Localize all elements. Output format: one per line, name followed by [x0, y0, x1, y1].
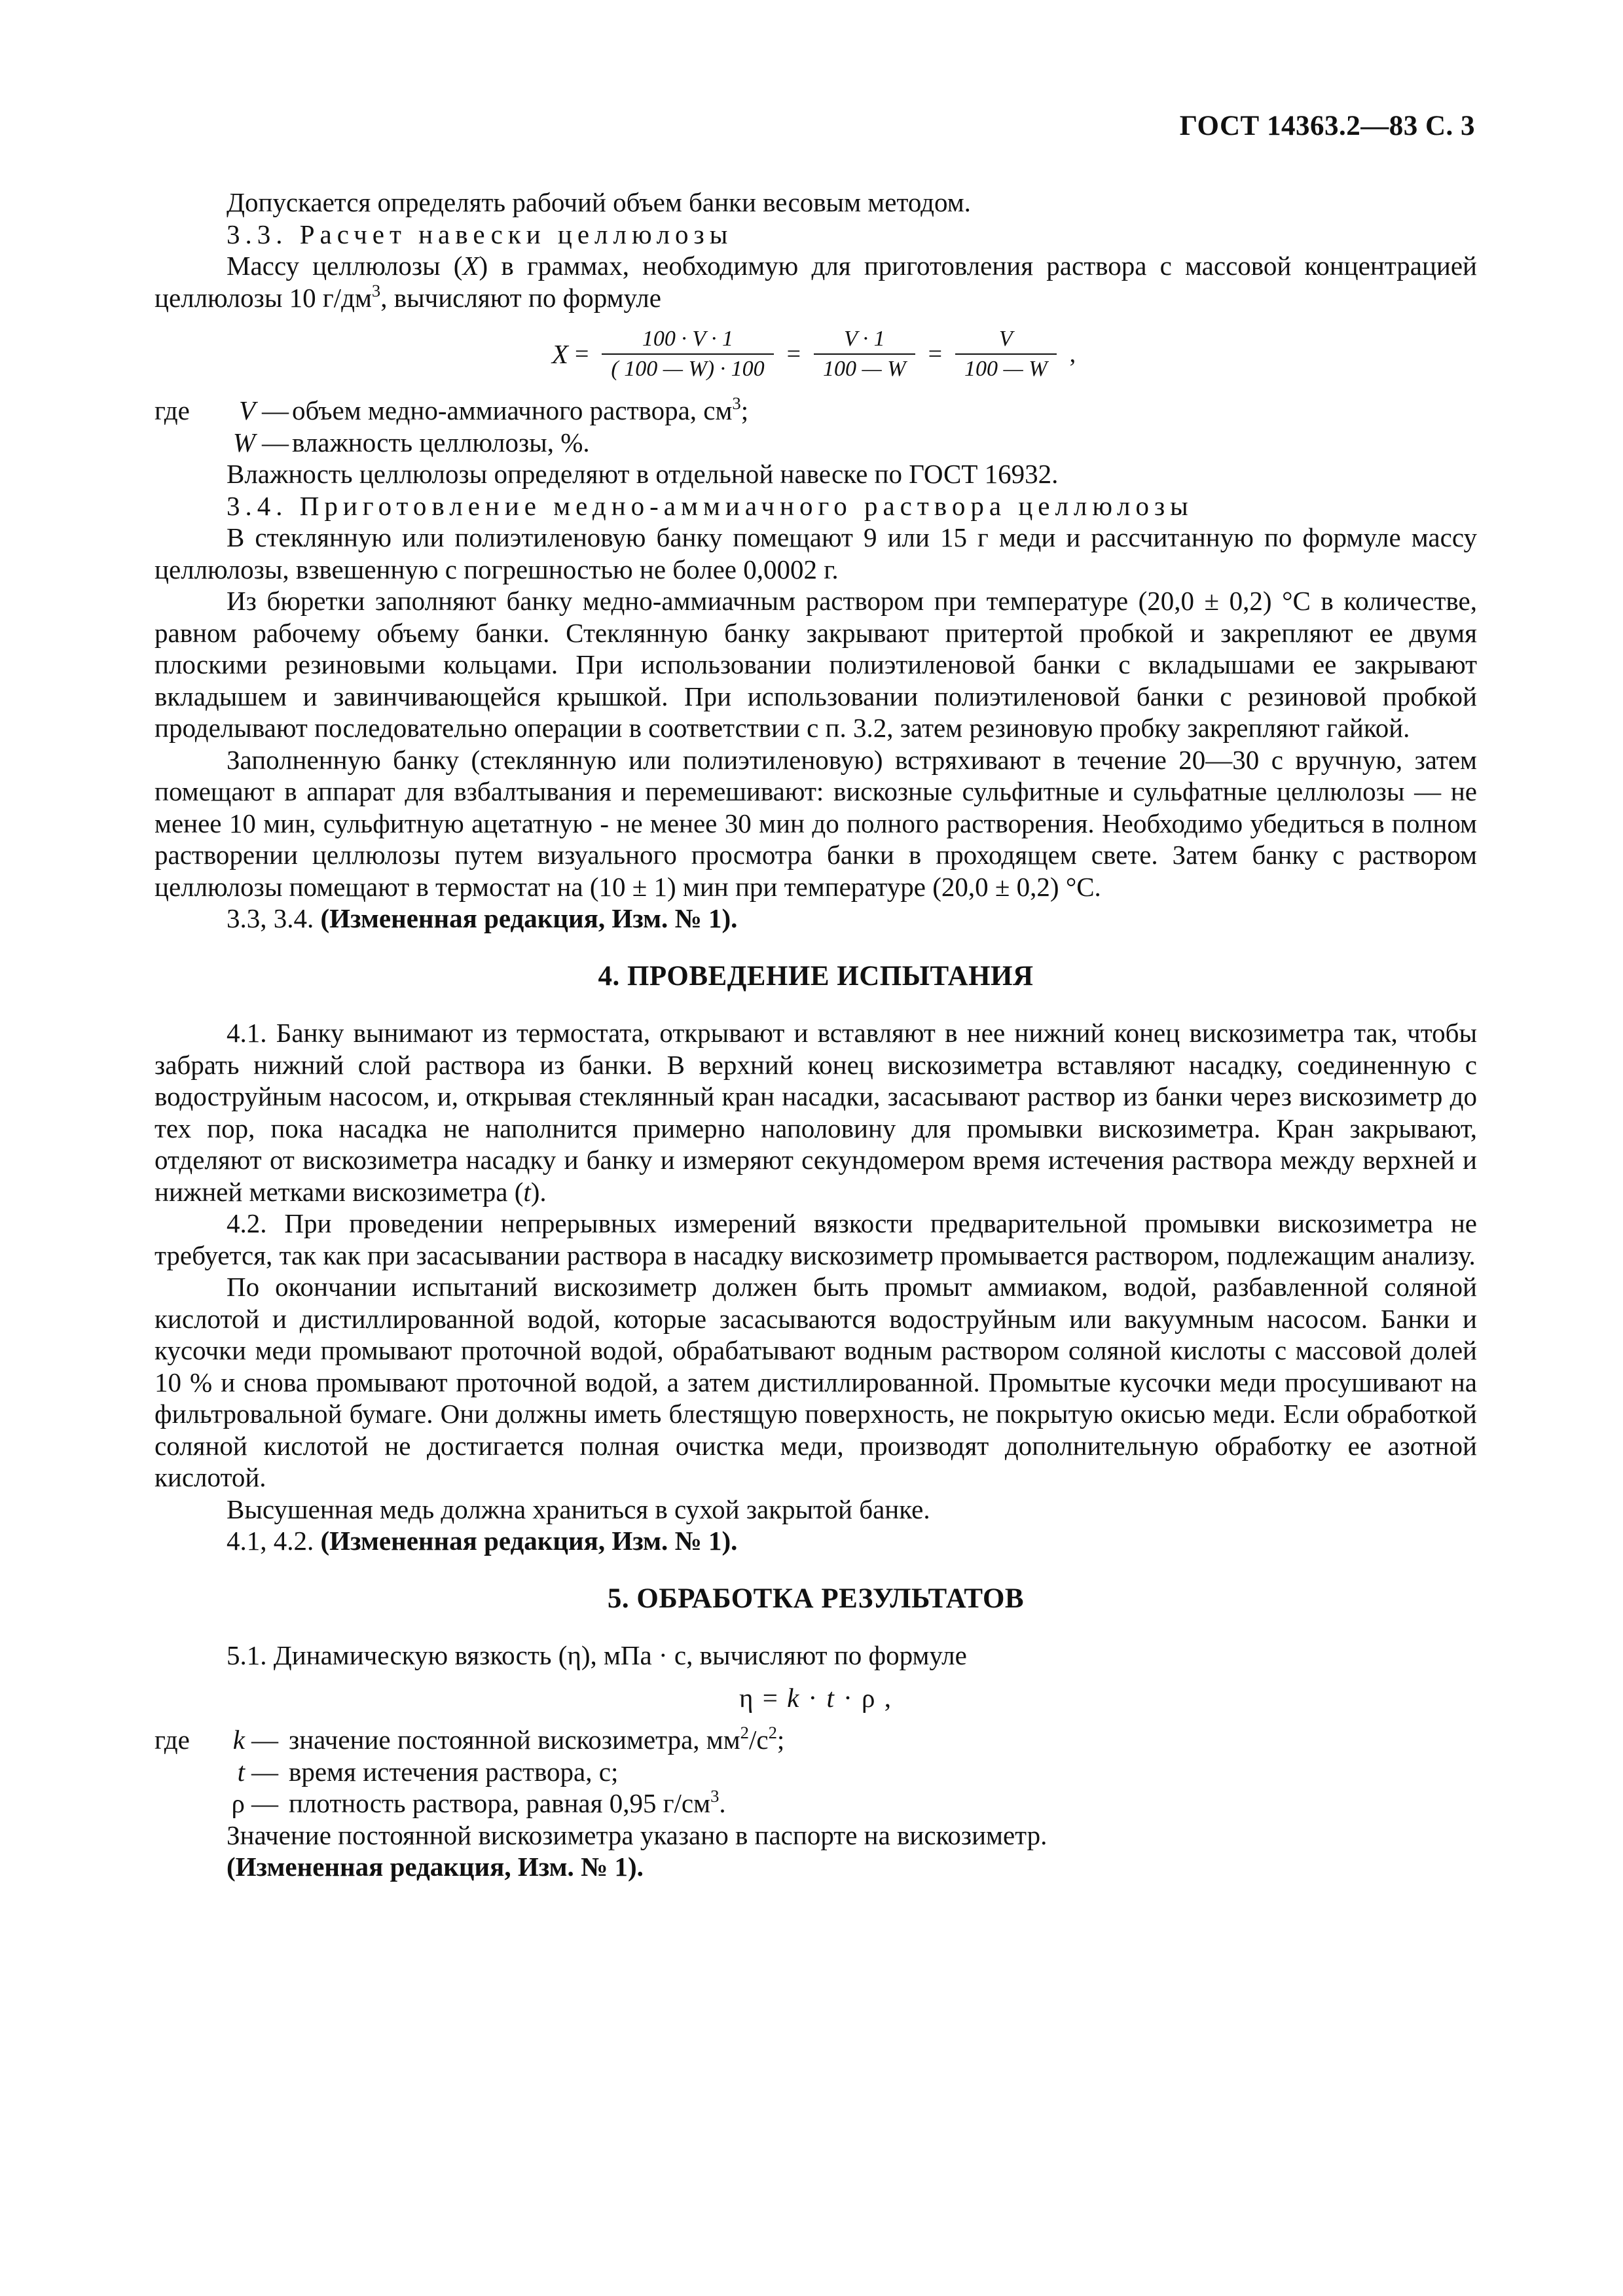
definition-dash: —	[262, 427, 289, 457]
text: ).	[530, 1176, 547, 1207]
numerator: V · 1	[843, 327, 885, 351]
text: , вычисляют по формуле	[380, 282, 661, 313]
text: 4.1, 4.2.	[227, 1526, 321, 1556]
formula-lhs: η	[739, 1682, 755, 1713]
text: .	[719, 1788, 726, 1818]
text: ;	[740, 395, 749, 425]
formula-cellulose-mass	[155, 319, 1477, 389]
fraction-3	[955, 326, 1057, 382]
section-3-4-title: 3.4. Приготовление медно-аммиачного раствора целлюлозы	[227, 490, 1194, 521]
definition-row	[155, 1787, 1477, 1820]
text: Массу целлюлозы (	[227, 251, 463, 281]
variable: t	[826, 1682, 835, 1713]
text: ;	[776, 1725, 785, 1755]
variable: ρ	[862, 1682, 877, 1713]
definition-symbol: k	[232, 1725, 245, 1755]
numerator: 100 · V · 1	[642, 327, 734, 351]
definition-symbol: t	[237, 1756, 245, 1787]
text: значение постоянной вискозиметра, мм	[289, 1725, 740, 1755]
paragraph: Влажность целлюлозы определяют в отдельной навеске по ГОСТ 16932.	[227, 459, 1059, 489]
definition-description	[289, 1756, 1477, 1788]
paragraph: В стеклянную или полиэтиленовую банку помещают 9 или 15 г меди и рассчитанную по формуле массу целлюлозы, взвешенную с погрешностью не более 0,0002 г.	[155, 522, 1477, 584]
amendment-label: (Измененная редакция, Изм. № 1).	[320, 1526, 738, 1556]
paragraph: Значение постоянной вискозиметра указано в паспорте на вискозиметр.	[227, 1820, 1048, 1850]
text: плотность раствора, равная 0,95 г/см	[289, 1788, 711, 1818]
amendment-note	[155, 1525, 1477, 1557]
text: время истечения раствора, с;	[289, 1756, 619, 1787]
superscript: 3	[732, 393, 741, 414]
paragraph: Высушенная медь должна храниться в сухой закрытой банке.	[227, 1494, 930, 1524]
text: ) в граммах, необходимую для приготовления раствора с массовой концентрацией целлюлозы 10 г/дм	[155, 251, 1477, 313]
amendment-note: (Измененная редакция, Изм. № 1).	[227, 1852, 644, 1882]
paragraph: Заполненную банку (стеклянную или полиэтиленовую) встряхивают в течение 20—30 с вручную, затем помещают в аппарат для взбалтывания и перемешивают: вискозные сульфитные и сульфатные целлюлозы — не менее 10 мин, сульфитную ацетатную - не менее 30 мин до полного растворения. Необходимо убедиться в полном растворении целлюлозы путем визуального просмотра банки в проходящем свете. Затем банку с раствором целлюлозы помещают в термостат на (10 ± 1) мин при температуре (20,0 ± 0,2) °С.	[155, 744, 1477, 902]
denominator: ( 100 — W) · 100	[602, 353, 773, 382]
definition-row	[155, 1756, 1477, 1788]
variable: t	[523, 1176, 531, 1207]
definition-row	[155, 395, 1477, 427]
denominator: 100 — W	[814, 353, 915, 382]
formula-lhs: X	[551, 338, 568, 369]
definition-dash: —	[262, 395, 289, 425]
definition-description	[292, 427, 1477, 459]
superscript: 2	[768, 1723, 777, 1743]
superscript: 3	[371, 280, 381, 300]
definition-description	[289, 1787, 1477, 1820]
text: 4.1. Банку вынимают из термостата, открывают и вставляют в нее нижний конец вискозиметра так, чтобы забрать нижний слой раствора из банки. В верхний конец вискозиметра вставляют насадку, соединенную с водоструйным насосом, и, открывая стеклянный кран насадки, засасывают раствор из банки через вискозиметр до тех пор, пока насадка не наполнится примерно наполовину для промывки вискозиметра. Кран закрывают, отделяют от вискозиметра насадку и банку и измеряют секундомером время истечения раствора между верхней и нижней метками вискозиметра (	[155, 1018, 1477, 1207]
numerator: V	[998, 327, 1013, 351]
fraction-1	[602, 326, 773, 382]
definition-symbol: V	[238, 395, 255, 425]
superscript: 3	[710, 1786, 720, 1806]
definition-dash: —	[251, 1725, 278, 1755]
formula-comma: ,	[876, 1682, 892, 1713]
page-header: ГОСТ 14363.2—83 С. 3	[1179, 111, 1475, 141]
definition-lead: где	[155, 395, 190, 425]
paragraph: По окончании испытаний вискозиметр должен быть промыт аммиаком, водой, разбавленной соляной кислотой и дистиллированной водой, которые засасываются водоструйным или вакуумным насосом. Банки и кусочки меди промывают проточной водой, обрабатывают водным раствором соляной кислоты с массовой долей 10 % и снова промывают проточной водой, а затем дистиллированной. Промытые кусочки меди просушивают на фильтровальной бумаге. Они должны иметь блестящую поверхность, не покрытую окисью меди. Если обработкой соляной кислотой не достигается полная очистка меди, производят дополнительную обработку ее азотной кислотой.	[155, 1272, 1477, 1492]
section-5-heading: 5. ОБРАБОТКА РЕЗУЛЬТАТОВ	[607, 1583, 1025, 1614]
variable: k	[787, 1682, 801, 1713]
paragraph-4-2: 4.2. При проведении непрерывных измерений вязкости предварительной промывки вискозиметра не требуется, так как при засасывании раствора в насадку вискозиметр промывается раствором, подлежащим анализу.	[155, 1208, 1477, 1270]
formula-x-definitions	[155, 395, 1477, 458]
text: влажность целлюлозы, %.	[292, 427, 590, 457]
amendment-label: (Измененная редакция, Изм. № 1).	[320, 903, 738, 933]
definition-description	[292, 395, 1477, 427]
paragraph-3-3	[155, 250, 1477, 314]
definition-description	[289, 1724, 1477, 1756]
definition-symbol: W	[232, 427, 255, 457]
definition-term	[155, 1724, 289, 1756]
variable: X	[462, 251, 479, 281]
equals-sign: =	[786, 340, 801, 368]
definition-symbol: ρ	[231, 1788, 245, 1818]
denominator: 100 — W	[955, 353, 1057, 382]
formula-viscosity	[155, 1682, 1477, 1714]
paragraph: Из бюретки заполняют банку медно-аммиачным раствором при температуре (20,0 ± 0,2) °С в количестве, равном рабочему объему банки. Стеклянную банку закрывают притертой пробкой и закрепляют ее двумя плоскими резиновыми кольцами. При использовании полиэтиленовой банки с вкладышами ее закрывают вкладышем и завинчивающейся крышкой. При использовании полиэтиленовой банки с резиновой пробкой проделывают последовательно операции в соответствии с п. 3.2, затем резиновую пробку закрепляют гайкой.	[155, 586, 1477, 743]
equals-sign: =	[754, 1682, 788, 1713]
equals-sign: =	[574, 340, 589, 368]
formula-comma: ,	[1069, 340, 1076, 368]
definition-dash: —	[251, 1756, 278, 1787]
definition-row	[155, 427, 1477, 459]
document-body	[155, 187, 1477, 1883]
formula-eta-definitions	[155, 1724, 1477, 1820]
definition-term	[155, 1787, 289, 1820]
paragraph-5-1: 5.1. Динамическую вязкость (η), мПа · с, вычисляют по формуле	[227, 1640, 967, 1670]
text: 3.3, 3.4.	[227, 903, 321, 933]
superscript: 2	[740, 1723, 749, 1743]
paragraph: Допускается определять рабочий объем банки весовым методом.	[227, 187, 971, 217]
definition-dash: —	[251, 1788, 278, 1818]
definition-lead: где	[155, 1725, 190, 1755]
definition-term	[155, 395, 292, 427]
operator: ·	[835, 1682, 862, 1713]
amendment-note	[155, 903, 1477, 935]
section-4-heading: 4. ПРОВЕДЕНИЕ ИСПЫТАНИЯ	[598, 960, 1034, 992]
text: объем медно-аммиачного раствора, см	[292, 395, 733, 425]
paragraph-4-1	[155, 1017, 1477, 1208]
definition-term	[155, 1756, 289, 1788]
definition-row	[155, 1724, 1477, 1756]
definition-term	[155, 427, 292, 459]
equals-sign: =	[928, 340, 943, 368]
text: /с	[748, 1725, 769, 1755]
operator: ·	[800, 1682, 827, 1713]
fraction-2	[814, 326, 915, 382]
section-3-3-title: 3.3. Расчет навески целлюлозы	[227, 219, 733, 249]
